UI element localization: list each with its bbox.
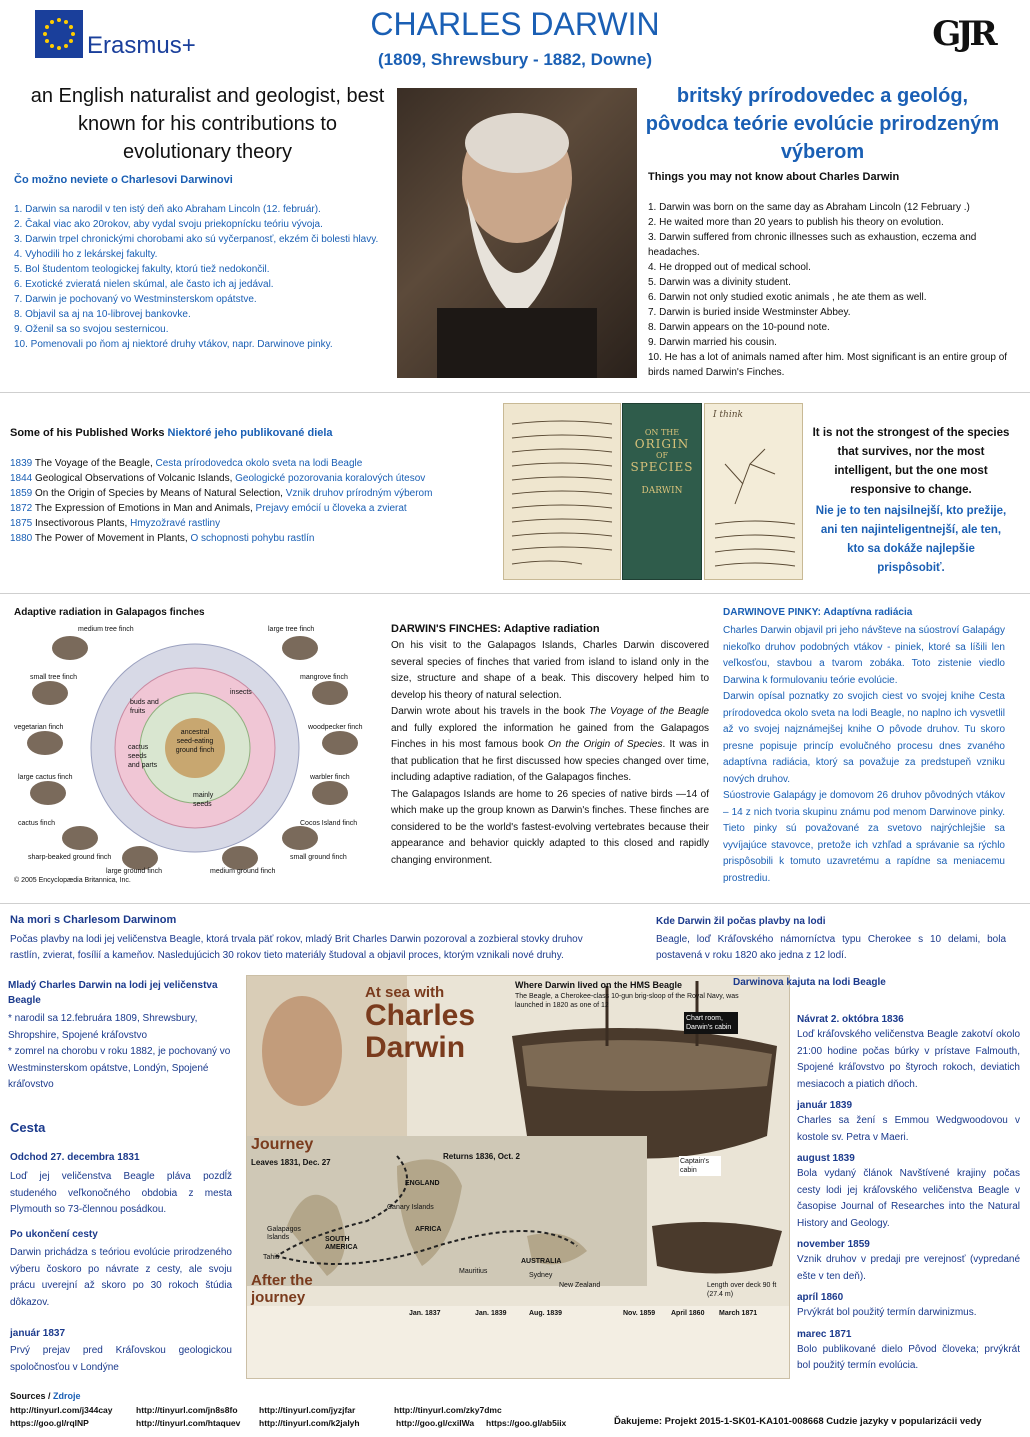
list-item: 1880 The Power of Movement in Plants, O schopnosti pohybu rastlín	[10, 533, 315, 544]
young-bullets	[8, 1011, 232, 1094]
returns-label: Returns 1836, Oct. 2	[443, 1152, 520, 1161]
bullet: * zomrel na chorobu v roku 1882, je pochovaný vo Westminsterskom opátstve, Londýn, Spojené kráľovstvo	[8, 1046, 231, 1090]
cabin-entries	[797, 1012, 1020, 1375]
sea-text: Počas plavby na lodi jej veličenstva Beagle, ktorá trvala päť rokov, mladý Brit Charles Darwin pozoroval a zozbieral stovky druhov rastlín, zvierat, fosílií a kameňov. Nasledujúcich 30 rokov tieto materiály študoval a objavil proces, ktorým vznikali nové druhy.	[10, 934, 583, 961]
timeline-label: Nov. 1859	[623, 1310, 656, 1317]
list-item: 10. Pomenovali po ňom aj niektoré druhy vtákov, napr. Darwinove pinky.	[14, 339, 333, 350]
quote-en: It is not the strongest of the species that survives, nor the most intelligent, but the one most responsive to change.	[812, 427, 1010, 496]
cesta-t2: Darwin prichádza s teóriou evolúcie prirodzeného výberu čoskoro po návrate z cesty, ale svoju prácu uverejní až skoro po 30 rokoch štúdia dôkazov.	[10, 1247, 232, 1308]
journey-label: Journey	[251, 1136, 314, 1153]
divider	[0, 593, 1030, 594]
source-link[interactable]: http://tinyurl.com/jyzjfar	[259, 1405, 356, 1415]
facts-en-heading: Things you may not know about Charles Darwin	[648, 171, 900, 183]
list-item: 6. Exotické zvieratá nielen skúmal, ale často ich aj jedával.	[14, 279, 274, 290]
book-line: OF	[655, 451, 669, 460]
list-item: 2. Čakal viac ako 20rokov, aby vydal svoju priekopnícku teóriu vývoja.	[14, 219, 323, 230]
finches-en-heading: DARWIN'S FINCHES: Adaptive radiation	[391, 623, 600, 635]
finch-label: woodpecker finch	[308, 724, 363, 731]
finch-label: small ground finch	[290, 854, 347, 861]
entry-text: Prvýkrát bol použitý termín darwinizmus.	[797, 1307, 977, 1318]
origin-book-cover	[622, 403, 702, 580]
list-item: 4. He dropped out of medical school.	[648, 262, 811, 273]
timeline-label: Aug. 1839	[529, 1310, 563, 1317]
list-item: 1875 Insectivorous Plants, Hmyzožravé rastliny	[10, 518, 221, 529]
notebook-label: I think	[713, 410, 743, 420]
infographic-title-small: At sea with	[365, 984, 445, 1001]
timeline-label: Jan. 1837	[409, 1310, 441, 1317]
map-label: Canary Islands	[387, 1204, 434, 1211]
lived-heading: Kde Darwin žil počas plavby na lodi	[656, 916, 826, 927]
cesta-t1: Loď jej veličenstva Beagle pláva pozdĺž studeného veľkonočného obdobia z mesta Plymouth so 73-člennou posádkou.	[10, 1171, 232, 1215]
infographic-title-big: Charles Darwin	[365, 999, 476, 1064]
page-subtitle: (1809, Shrewsbury - 1882, Downe)	[378, 50, 652, 69]
source-link[interactable]: http://tinyurl.com/htaquev	[136, 1418, 241, 1428]
list-item: 10. He has a lot of animals named after him. Most significant is an entire group of birds named Darwin's Finches.	[648, 352, 1008, 378]
list-item: 7. Darwin is buried inside Westminster Abbey.	[648, 307, 851, 318]
cesta-t3: Prvý prejav pred Kráľovskou geologickou spoločnosťou v Londýne	[10, 1345, 232, 1373]
list-item: 1. Darwin sa narodil v ten istý deň ako Abraham Lincoln (12. február).	[14, 204, 321, 215]
works-heading-en: Some of his Published Works	[10, 427, 165, 439]
sector-label: cactus seeds and parts	[128, 744, 158, 769]
sector-label: insects	[230, 689, 252, 696]
paragraph: The Galapagos Islands are home to 26 species of native birds —14 of which make up the group known as Darwin's finches. These finches are considered to be the world's fastest-evolving vertebrates because their appearance and behavior quickly adapted to this closed and rapidly changing environment.	[391, 788, 709, 866]
divider	[0, 903, 1030, 904]
beagle-infographic	[246, 975, 790, 1379]
map-label: AUSTRALIA	[521, 1258, 562, 1265]
entry-heading: Návrat 2. októbra 1836	[797, 1014, 904, 1025]
book-line: ORIGIN	[634, 437, 690, 451]
list-item: 1. Darwin was born on the same day as Abraham Lincoln (12 February .)	[648, 202, 970, 213]
entry-text: Bola vydaný článok Navštívené krajiny počas cesty lodi jej kráľovského veličenstva Beagle v časopise Journal of Researches into the Natural History and Geology.	[797, 1168, 1020, 1229]
entry-text: Charles sa žení s Emmou Wedgwoodovou v kostole sv. Petra v Maeri.	[797, 1115, 1020, 1143]
list-item: 3. Darwin trpel chronickými chorobami ako sú vyčerpanosť, ekzém či bolesti hlavy.	[14, 234, 379, 245]
list-item: 1859 On the Origin of Species by Means of Natural Selection, Vznik druhov prírodným výberom	[10, 488, 433, 499]
entry-heading: august 1839	[797, 1153, 855, 1164]
book-line: DARWIN	[641, 486, 683, 496]
map-label: Tahiti	[263, 1254, 280, 1261]
chart-room-label: Chart room, Darwin's cabin	[684, 1012, 738, 1034]
paragraph: Súostrovie Galapágy je domovom 26 druhov pôvodných vtákov – 14 z nich tvoria skupinu známu pod menom Darwinove pinky. Tieto pinky sú považované za svetovo najrýchlejšie sa vyvíjajúce stavovce, pretože ich vzhľad a správanie sa rýchlo prispôsobili k tomuto uzavretému a rapídne sa meniacemu prostrediu.	[723, 790, 1005, 884]
paragraph: Charles Darwin objavil pri jeho návšteve na súostroví Galapágy niekoľko druhov podobných vtákov - piniek, ktoré sa líšili len veľkosťou, stavbou a tvarom zobáka. Toto zistenie viedlo Darwina k formulovaniu teórie evolúcie.	[723, 625, 1005, 686]
portrait-photo	[397, 88, 637, 378]
timeline-label: March 1871	[719, 1310, 758, 1317]
timeline-label: April 1860	[671, 1310, 705, 1317]
intro-sk: britský prírodovedec a geológ, pôvodca teórie evolúcie prirodzeným výberom	[645, 85, 1000, 163]
map-label: AFRICA	[415, 1226, 442, 1233]
finches-center-label: ancestral seed-eating ground finch	[175, 729, 215, 754]
finch-label: Cocos Island finch	[300, 820, 358, 827]
finch-label: vegetarian finch	[14, 724, 64, 731]
entry-heading: marec 1871	[797, 1328, 852, 1340]
finches-copyright: © 2005 Encyclopædia Britannica, Inc.	[14, 877, 131, 884]
timeline-label: Jan. 1839	[475, 1310, 507, 1317]
paragraph: Darwin opísal poznatky zo svojich ciest vo svojej knihe Cesta prírodovedca okolo sveta na lodi Beagle, no naplno ich vysvetlil až vo svojej najznámejšej knihe O pôvode druhov. Tu skoro presne popisuje princíp evolučného procesu dnes zvaného adaptívna radiácia, ktorý sa považuje za predstupeň vzniku nových druhov.	[723, 691, 1005, 785]
entry-heading: november 1859	[797, 1239, 870, 1250]
cesta-h2: Po ukončení cesty	[10, 1229, 98, 1240]
source-link[interactable]: http://tinyurl.com/jn8s8fo	[136, 1405, 238, 1415]
map-label: New Zealand	[559, 1282, 601, 1289]
young-heading: Mladý Charles Darwin na lodi jej veličenstva Beagle	[8, 980, 218, 1006]
divider	[0, 392, 1030, 393]
works-heading	[10, 426, 333, 441]
ship-length-label: Length over deck 90 ft (27.4 m)	[707, 1282, 777, 1298]
sources-heading: Sources / Zdroje	[10, 1391, 81, 1401]
cesta-heading: Cesta	[10, 1120, 46, 1135]
leaves-label: Leaves 1831, Dec. 27	[251, 1158, 331, 1167]
cesta-h3: január 1837	[10, 1328, 66, 1339]
finch-label: warbler finch	[310, 774, 350, 781]
source-link[interactable]: https://goo.gl/rqINP	[10, 1418, 89, 1428]
map-label: Sydney	[529, 1272, 553, 1279]
source-link[interactable]: http://tinyurl.com/k2jalyh	[259, 1418, 360, 1428]
ship-subtitle: The Beagle, a Cherokee-class 10-gun brig-sloop of the Royal Navy, was launched in 1820 as one of 12	[515, 993, 739, 1009]
thanks-text: Ďakujeme: Projekt 2015-1-SK01-KA101-008668 Cudzie jazyky v popularizácii vedy	[614, 1416, 982, 1427]
cabin-heading: Darwinova kajuta na lodi Beagle	[733, 977, 886, 988]
list-item: 3. Darwin suffered from chronic illnesses such as exhaustion, eczema and headaches.	[648, 232, 977, 258]
sea-heading: Na mori s Charlesom Darwinom	[10, 914, 177, 926]
list-item: 1844 Geological Observations of Volcanic Islands, Geologické pozorovania koralových útesov	[10, 473, 426, 484]
list-item: 4. Vyhodili ho z lekárskej fakulty.	[14, 249, 158, 260]
list-item: 1839 The Voyage of the Beagle, Cesta prírodovedca okolo sveta na lodi Beagle	[10, 458, 363, 469]
list-item: 2. He waited more than 20 years to publish his theory on evolution.	[648, 217, 944, 228]
facts-en-list	[648, 200, 1018, 380]
entry-heading: január 1839	[797, 1100, 853, 1111]
erasmus-label: Erasmus+	[87, 32, 196, 59]
finch-label: cactus finch	[18, 820, 55, 827]
finch-label: large tree finch	[268, 626, 315, 633]
entry-text: Bolo publikované dielo Pôvod človeka; prvýkrát bol použitý termín evolúcia.	[797, 1343, 1020, 1371]
list-item: 5. Darwin was a divinity student.	[648, 277, 791, 288]
list-item: 8. Darwin appears on the 10-pound note.	[648, 322, 830, 333]
sector-label: mainly seeds	[193, 792, 214, 808]
finch-label: large cactus finch	[18, 774, 73, 781]
finches-sk-heading: DARWINOVE PINKY: Adaptívna radiácia	[723, 607, 913, 618]
works-heading-sk: Niektoré jeho publikované diela	[167, 427, 333, 439]
list-item: 9. Oženil sa so svojou sesternicou.	[14, 324, 169, 335]
bullet: * narodil sa 12.februára 1809, Shrewsbury, Shropshire, Spojené kráľovstvo	[8, 1013, 198, 1041]
cesta-h1: Odchod 27. decembra 1831	[10, 1152, 140, 1163]
map-label: Galapagos Islands	[267, 1226, 301, 1241]
book-line: ON THE	[644, 428, 680, 437]
finches-sk-text	[723, 623, 1005, 887]
intro-en: an English naturalist and geologist, best known for his contributions to evolutionary theory	[30, 85, 385, 163]
map-label: ENGLAND	[405, 1180, 440, 1187]
map-label: SOUTH AMERICA	[325, 1236, 358, 1251]
list-item: 1872 The Expression of Emotions in Man and Animals, Prejavy emócií u človeka a zvierat	[10, 503, 407, 514]
page-title: CHARLES DARWIN	[370, 6, 660, 42]
source-link[interactable]: http://tinyurl.com/j344cay	[10, 1405, 113, 1415]
finches-diagram-title: Adaptive radiation in Galapagos finches	[14, 607, 205, 618]
works-list	[10, 456, 500, 546]
source-link[interactable]: http://goo.gl/cxiIWa	[396, 1418, 475, 1428]
quote-sk: Nie je to ten najsilnejší, kto prežije, ani ten najinteligentnejší, ale ten, kto sa dokáže najlepšie prispôsobiť.	[815, 505, 1007, 574]
source-link[interactable]: https://goo.gl/ab5iix	[486, 1418, 567, 1428]
entry-heading: apríl 1860	[797, 1292, 844, 1303]
list-item: 6. Darwin not only studied exotic animals , he ate them as well.	[648, 292, 927, 303]
gjr-logo: GJR	[932, 14, 994, 54]
after-label: After the journey	[251, 1272, 313, 1306]
entry-text: Vznik druhov v predaji pre verejnosť (vypredané ešte v ten deň).	[797, 1254, 1020, 1282]
tree-notebook-image	[704, 403, 803, 580]
finches-diagram	[10, 603, 380, 873]
sector-label: buds and fruits	[130, 699, 159, 715]
erasmus-logo	[35, 10, 195, 62]
entry-text: Loď kráľovského veličenstva Beagle zakotví okolo 21:00 hodine počas búrky v prístave Falmouth, Spojené kráľovstvo po štyroch rokoch, deviatich mesiacoch a piatich dňoch.	[797, 1029, 1020, 1090]
manuscript-image	[503, 403, 621, 580]
finch-label: medium tree finch	[78, 626, 134, 633]
list-item: 5. Bol študentom teologickej fakulty, ktorú tiež nedokončil.	[14, 264, 270, 275]
list-item: 8. Objavil sa aj na 10-librovej bankovke.	[14, 309, 191, 320]
finch-label: small tree finch	[30, 674, 78, 681]
finches-en-text	[391, 638, 709, 869]
finch-label: medium ground finch	[210, 868, 276, 875]
captains-cabin-label: Captain's cabin	[679, 1156, 721, 1176]
facts-sk-list	[14, 202, 384, 352]
lived-text: Beagle, loď Kráľovského námorníctva typu Cherokee s 10 delami, bola postavená v roku 1820 ako jedna z 12 lodí.	[656, 934, 1006, 961]
paragraph: On his visit to the Galapagos Islands, Charles Darwin discovered several species of finches that varied from island to island only in the size, structure and shape of a beak. This discovery helped him to develop his theory of natural selection.	[391, 640, 709, 701]
facts-sk-heading: Čo možno neviete o Charlesovi Darwinovi	[14, 174, 233, 186]
finch-label: sharp-beaked ground finch	[28, 854, 112, 861]
list-item: 9. Darwin married his cousin.	[648, 337, 777, 348]
eu-flag-icon	[35, 10, 83, 58]
finch-label: large ground finch	[106, 868, 163, 875]
finch-label: mangrove finch	[300, 674, 348, 681]
book-line: SPECIES	[630, 460, 694, 474]
source-link[interactable]: http://tinyurl.com/zky7dmc	[394, 1405, 502, 1415]
list-item: 7. Darwin je pochovaný vo Westminsterskom opátstve.	[14, 294, 257, 305]
map-label: Mauritius	[459, 1268, 488, 1275]
ship-title: Where Darwin lived on the HMS Beagle	[515, 980, 683, 990]
paragraph: Darwin wrote about his travels in the book The Voyage of the Beagle and fully explored the information he gained from the Galapagos Finches in his most famous book On the Origin of Species. It was in that publication that he first discussed how species changed over time, including adaptive radiation, of the Galapagos finches.	[391, 706, 709, 783]
